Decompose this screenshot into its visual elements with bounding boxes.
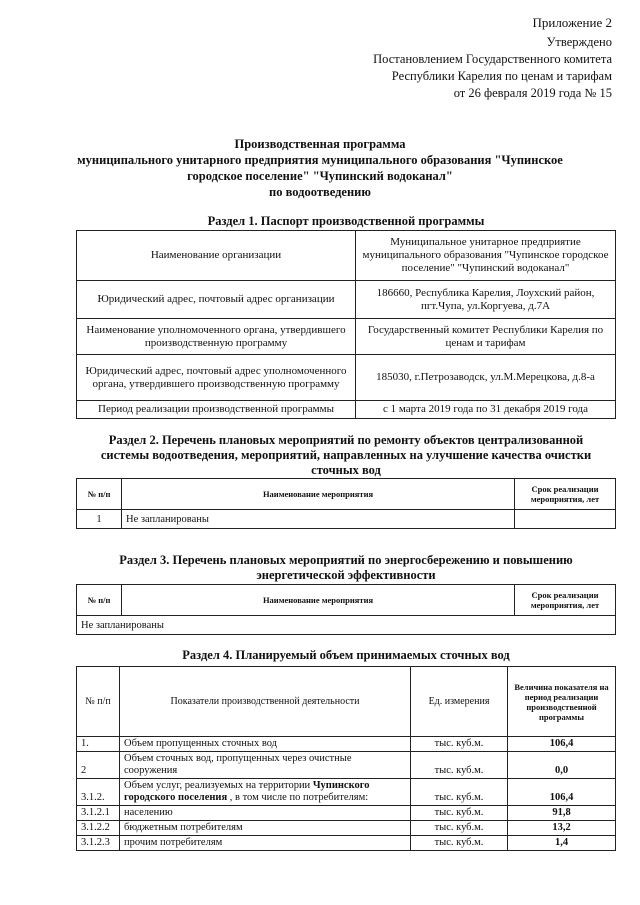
row-value: 106,4 [508, 737, 616, 752]
row-unit: тыс. куб.м. [411, 752, 508, 779]
column-header-num: № п/п [77, 585, 122, 616]
column-header-value: Величина показателя на период реализации производственной программы [508, 667, 616, 737]
wastewater-volume-table [76, 666, 616, 851]
program-title-line-1: Производственная программа [234, 137, 406, 151]
section1-title: Раздел 1. Паспорт производственной программы [207, 214, 485, 228]
table-header-row [77, 667, 616, 737]
table-row [77, 616, 616, 635]
table-row [77, 737, 616, 752]
row-num: 1. [77, 737, 120, 752]
row-num: 3.1.2. [77, 779, 120, 806]
table-row [77, 836, 616, 851]
passport-value: 185030, г.Петрозаводск, ул.М.Мерецкова, д.8-а [356, 355, 616, 401]
table-row [77, 281, 616, 319]
row-num: 3.1.2.1 [77, 806, 120, 821]
program-title-line-2: муниципального унитарного предприятия муниципального образования "Чупинское [77, 153, 563, 167]
passport-label: Юридический адрес, почтовый адрес уполномоченного органа, утвердившего производственную программу [77, 355, 356, 401]
row-num: 3.1.2.3 [77, 836, 120, 851]
passport-label: Период реализации производственной программы [77, 401, 356, 419]
row-value: 13,2 [508, 821, 616, 836]
table-row [77, 779, 616, 806]
row-unit: тыс. куб.м. [411, 821, 508, 836]
column-header-term: Срок реализации мероприятия, лет [515, 479, 616, 510]
table-row [77, 401, 616, 419]
section2-title: Раздел 2. Перечень плановых мероприятий по ремонту объектов централизованной системы водоотведения, мероприятий, направленных на улучшение качества очистки сточных вод [100, 433, 592, 477]
column-header-term: Срок реализации мероприятия, лет [515, 585, 616, 616]
row-num: 3.1.2.2 [77, 821, 120, 836]
row-name: бюджетным потребителям [120, 821, 411, 836]
row-num: 2 [77, 752, 120, 779]
row-term [515, 510, 616, 529]
column-header-name: Наименование мероприятия [122, 585, 515, 616]
appendix-label: Приложение 2 [532, 15, 612, 30]
table-row [77, 231, 616, 281]
row-unit: тыс. куб.м. [411, 779, 508, 806]
passport-table [76, 230, 616, 419]
column-header-indicator: Показатели производственной деятельности [120, 667, 411, 737]
passport-label: Наименование организации [77, 231, 356, 281]
row-name: Объем сточных вод, пропущенных через очистные сооружения [120, 752, 411, 779]
row-name [120, 779, 411, 806]
program-title [60, 136, 580, 200]
row-name-post: , в том числе по потребителям: [227, 792, 369, 803]
approval-line-3: от 26 февраля 2019 года № 15 [453, 86, 612, 100]
row-num: 1 [77, 510, 122, 529]
approval-line-2: Республики Карелия по ценам и тарифам [391, 69, 612, 83]
table-row [77, 355, 616, 401]
row-name: Объем пропущенных сточных вод [120, 737, 411, 752]
program-title-line-4: по водоотведению [269, 185, 371, 199]
table-row [77, 752, 616, 779]
passport-value: с 1 марта 2019 года по 31 декабря 2019 года [356, 401, 616, 419]
column-header-name: Наименование мероприятия [122, 479, 515, 510]
section4-title: Раздел 4. Планируемый объем принимаемых сточных вод [182, 648, 510, 662]
approval-line-1: Постановлением Государственного комитета [373, 52, 612, 66]
row-text: Не запланированы [77, 616, 616, 635]
section3-title: Раздел 3. Перечень плановых мероприятий по энергосбережению и повышению энергетической эффективности [119, 553, 573, 582]
table-row [77, 806, 616, 821]
table-header-row [77, 479, 616, 510]
row-value: 106,4 [508, 779, 616, 806]
table-row [77, 510, 616, 529]
row-name: прочим потребителям [120, 836, 411, 851]
row-unit: тыс. куб.м. [411, 737, 508, 752]
energy-measures-table [76, 584, 616, 635]
approval-block [373, 14, 612, 102]
row-value: 1,4 [508, 836, 616, 851]
row-unit: тыс. куб.м. [411, 806, 508, 821]
passport-value: Государственный комитет Республики Карелия по ценам и тарифам [356, 319, 616, 355]
table-row [77, 319, 616, 355]
row-name: населению [120, 806, 411, 821]
program-title-line-3: городское поселение" "Чупинский водоканал" [187, 169, 453, 183]
repair-measures-table [76, 478, 616, 529]
passport-value: 186660, Республика Карелия, Лоухский район, пгт.Чупа, ул.Коргуева, д.7А [356, 281, 616, 319]
approved-label: Утверждено [546, 35, 612, 49]
table-row [77, 821, 616, 836]
row-value: 91,8 [508, 806, 616, 821]
table-header-row [77, 585, 616, 616]
column-header-num: № п/п [77, 667, 120, 737]
row-value: 0,0 [508, 752, 616, 779]
row-name: Не запланированы [122, 510, 515, 529]
row-unit: тыс. куб.м. [411, 836, 508, 851]
passport-label: Юридический адрес, почтовый адрес организации [77, 281, 356, 319]
column-header-num: № п/п [77, 479, 122, 510]
passport-label: Наименование уполномоченного органа, утвердившего производственную программу [77, 319, 356, 355]
row-name-bold: Чупинского городского поселения [124, 780, 370, 803]
row-name-pre: Объем услуг, реализуемых на территории [124, 780, 313, 791]
column-header-unit: Ед. измерения [411, 667, 508, 737]
passport-value: Муниципальное унитарное предприятие муниципального образования "Чупинское городское поселение" "Чупинский водоканал" [356, 231, 616, 281]
